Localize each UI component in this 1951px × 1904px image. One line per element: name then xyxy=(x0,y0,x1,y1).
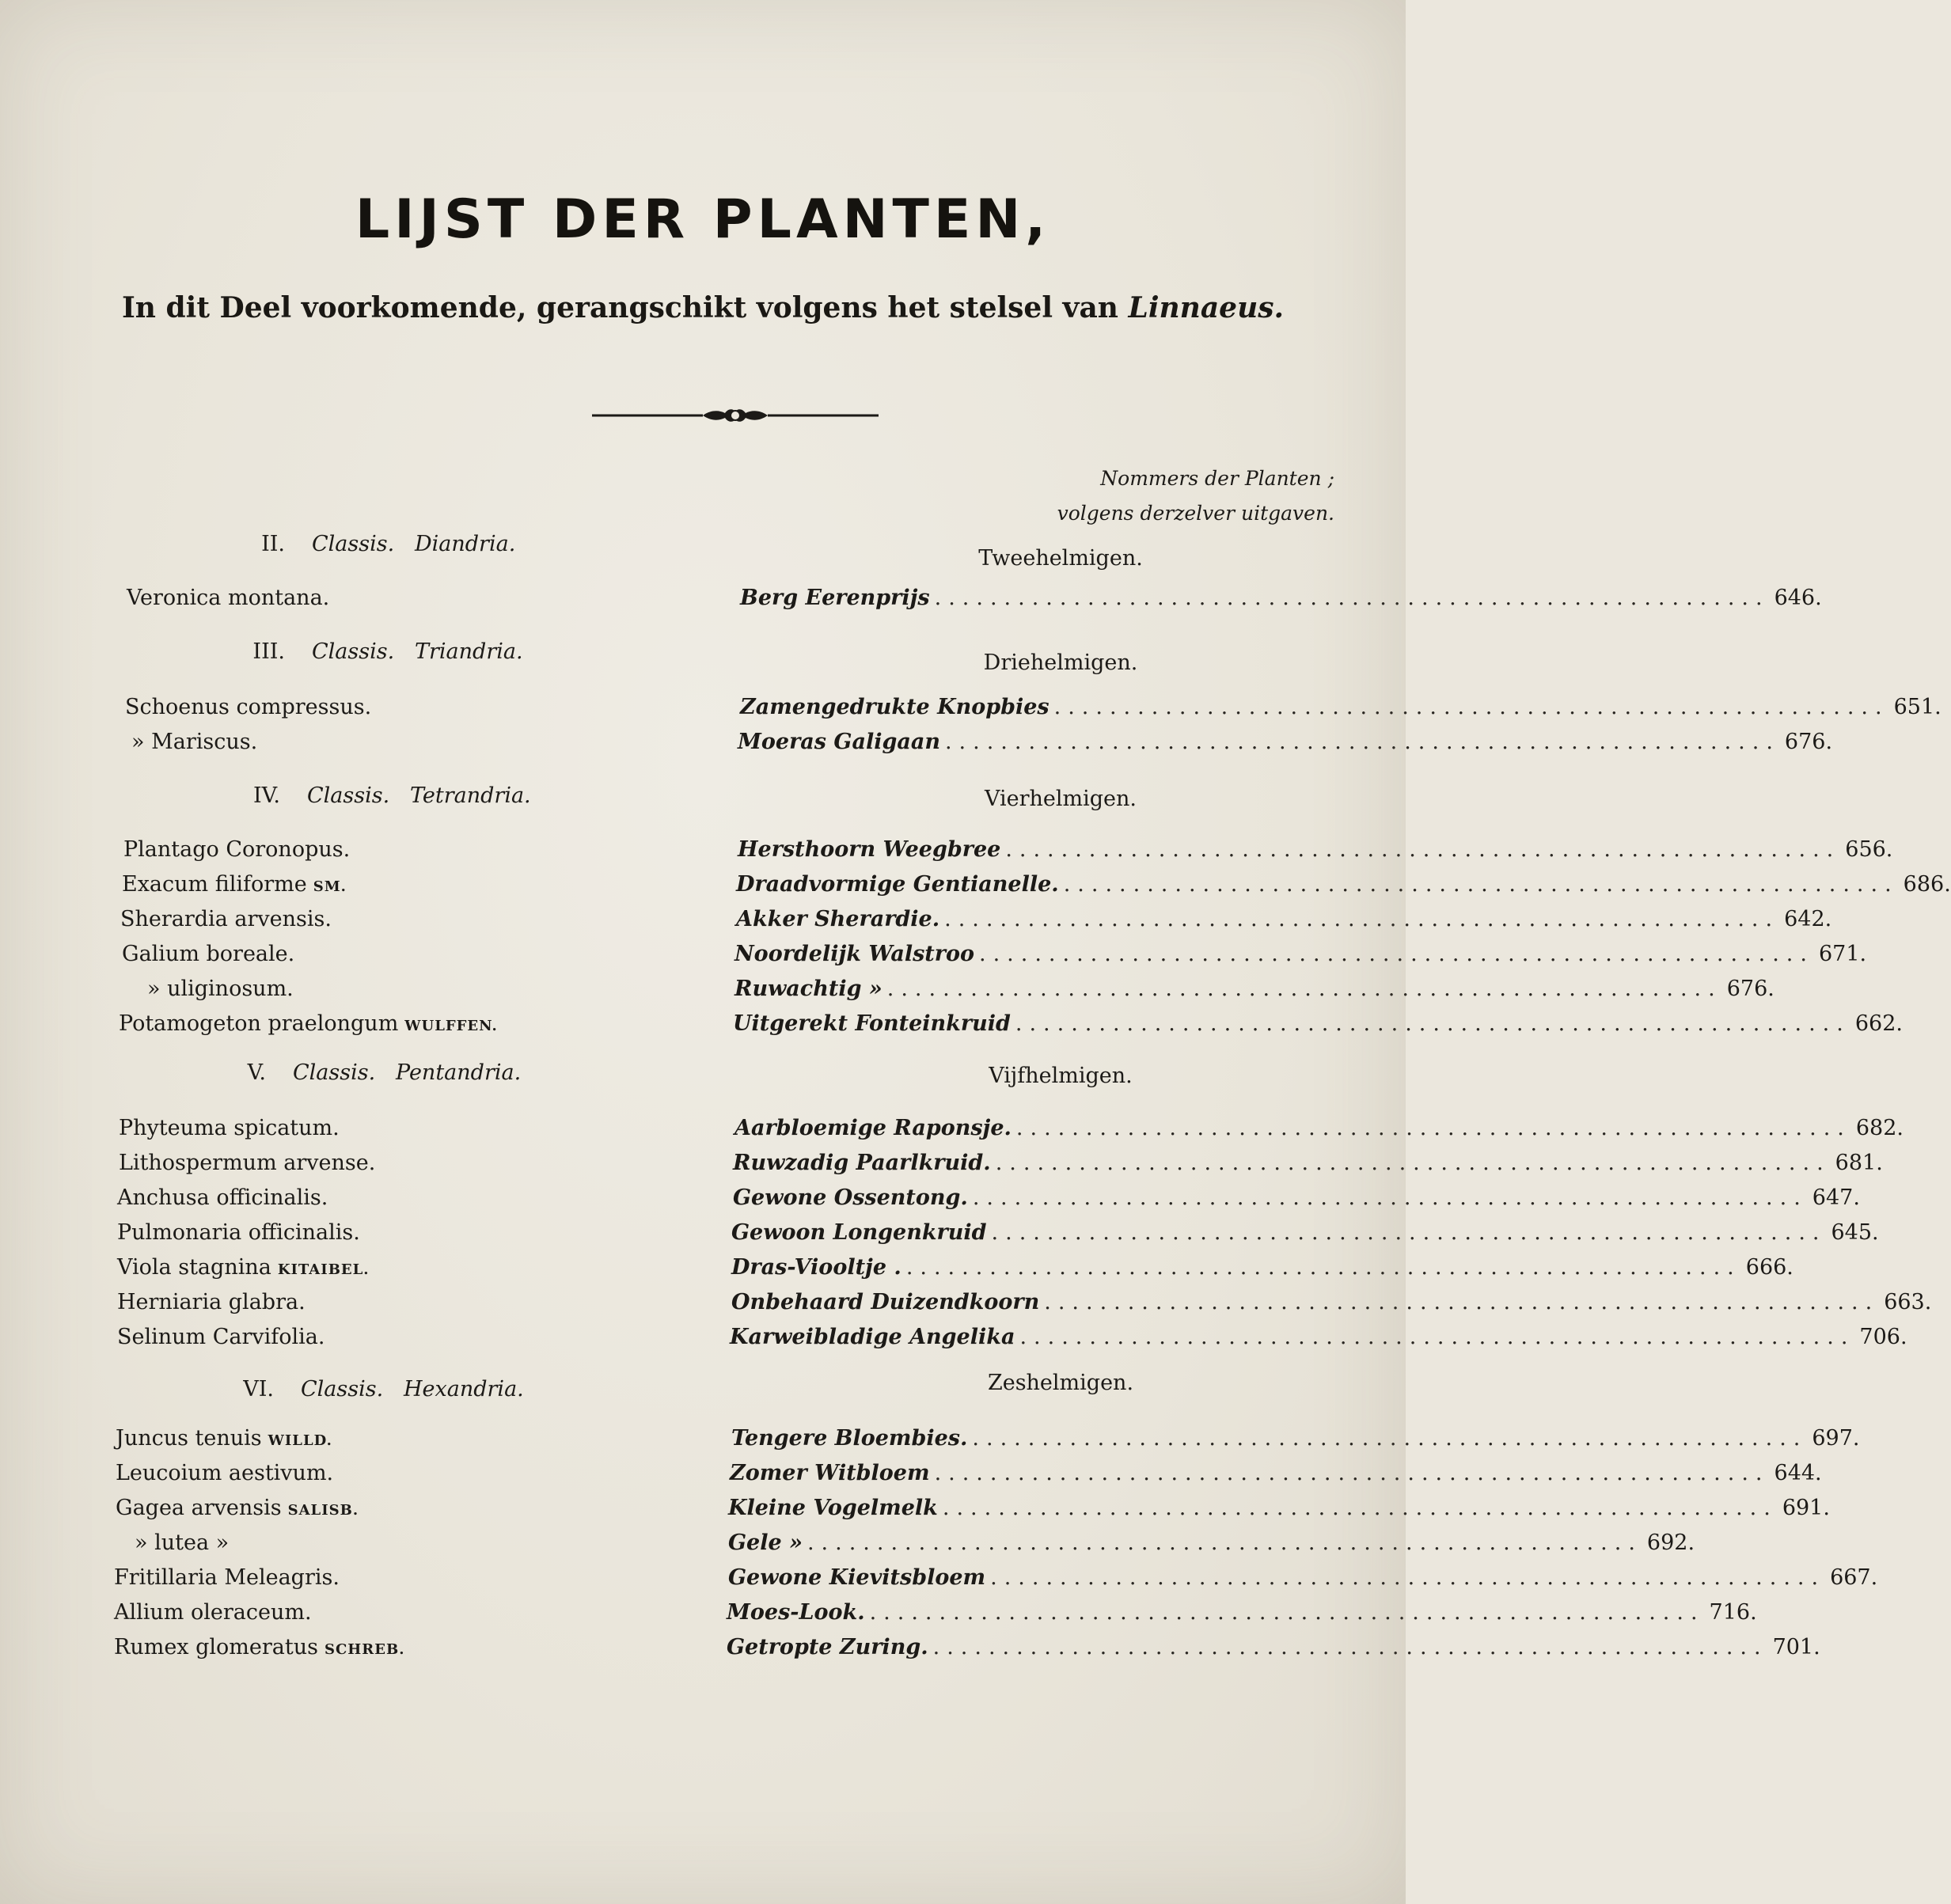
dot-leader: ............................................................ xyxy=(972,1185,1808,1210)
latin-name xyxy=(122,942,294,966)
plant-number: 701. xyxy=(1772,1635,1820,1659)
dutch-name: Hersthoorn Weegbree xyxy=(738,837,1001,862)
group-name: Vijfhelmigen. xyxy=(989,1064,1133,1088)
latin-name xyxy=(131,730,257,754)
latin-text: Pulmonaria officinalis. xyxy=(117,1220,360,1245)
latin-text: » lutea » xyxy=(135,1530,230,1555)
dot-leader: ............................................................ xyxy=(942,1496,1778,1520)
latin-text: Allium oleraceum. xyxy=(114,1600,312,1625)
group-name: Tweehelmigen. xyxy=(978,546,1143,571)
dutch-entry xyxy=(731,1426,1860,1451)
dutch-entry xyxy=(731,1290,1932,1314)
plant-number: 666. xyxy=(1745,1255,1793,1280)
plant-number: 647. xyxy=(1812,1185,1860,1210)
dutch-name: Getropte Zuring. xyxy=(727,1635,928,1659)
page-title: LIJST DER PLANTEN, xyxy=(355,188,1051,251)
dot-leader: ............................................................ xyxy=(869,1600,1705,1625)
dutch-name: Ruwzadig Paarlkruid. xyxy=(733,1151,991,1175)
plant-number: 716. xyxy=(1709,1600,1757,1625)
latin-text: Potamogeton praelongum xyxy=(119,1011,399,1036)
latin-name xyxy=(117,1220,360,1245)
plant-number: 676. xyxy=(1726,977,1774,1001)
dutch-name: Tengere Bloembies. xyxy=(731,1426,968,1451)
class-heading: V. Classis. Pentandria. xyxy=(247,1060,522,1085)
latin-name xyxy=(114,1565,340,1590)
plant-number: 691. xyxy=(1782,1496,1830,1520)
latin-name xyxy=(117,1325,325,1349)
latin-name xyxy=(125,695,371,719)
dutch-entry xyxy=(731,1220,1879,1245)
dutch-entry xyxy=(728,1530,1695,1555)
dutch-name: Aarbloemige Raponsje. xyxy=(734,1116,1012,1140)
latin-name xyxy=(116,1496,359,1520)
latin-text: Viola stagnina xyxy=(117,1255,271,1280)
dutch-entry xyxy=(731,1255,1793,1280)
column-header-line1: Nommers der Planten ; xyxy=(1100,467,1334,490)
dutch-entry xyxy=(736,872,1951,897)
dutch-name: Onbehaard Duizendkoorn xyxy=(731,1290,1040,1314)
latin-text: Sherardia arvensis. xyxy=(120,907,332,931)
latin-text: Leucoium aestivum. xyxy=(116,1461,334,1485)
dutch-name: Moes-Look. xyxy=(727,1600,865,1625)
dot-leader: ............................................................ xyxy=(972,1426,1808,1451)
latin-text: Galium boreale. xyxy=(122,942,295,966)
dot-leader: ............................................................ xyxy=(1015,1011,1850,1036)
dutch-entry xyxy=(727,1600,1757,1625)
latin-text: Phyteuma spicatum. xyxy=(119,1116,340,1140)
dot-leader: ............................................................ xyxy=(932,1635,1768,1659)
latin-name xyxy=(122,872,347,897)
class-heading: III. Classis. Triandria. xyxy=(252,639,523,664)
group-name: Driehelmigen. xyxy=(983,650,1138,675)
latin-name xyxy=(119,1011,498,1036)
dot-leader: ............................................................ xyxy=(991,1220,1827,1245)
latin-name xyxy=(117,1290,306,1314)
plant-number: 644. xyxy=(1774,1461,1822,1485)
plant-number: 642. xyxy=(1784,907,1832,931)
latin-name xyxy=(135,1530,229,1555)
dot-leader: ............................................................ xyxy=(990,1565,1826,1590)
latin-name xyxy=(120,907,332,931)
dot-leader: ............................................................ xyxy=(1063,872,1899,897)
author-abbrev: WILLD. xyxy=(268,1432,332,1449)
dutch-entry xyxy=(736,907,1832,931)
dot-leader: ............................................................ xyxy=(1044,1290,1880,1314)
plant-number: 697. xyxy=(1812,1426,1860,1451)
author-abbrev: SALISB. xyxy=(287,1502,359,1519)
latin-text: Juncus tenuis xyxy=(116,1426,262,1451)
dutch-entry xyxy=(730,1461,1822,1485)
dutch-entry xyxy=(728,1496,1830,1520)
latin-text: » uliginosum. xyxy=(147,977,294,1001)
plant-number: 656. xyxy=(1845,837,1893,862)
dot-leader: ............................................................ xyxy=(807,1530,1642,1555)
plant-number: 646. xyxy=(1774,586,1822,610)
dutch-name: Gewone Ossentong. xyxy=(733,1185,968,1210)
latin-text: Plantago Coronopus. xyxy=(123,837,351,862)
latin-name xyxy=(127,586,329,610)
author-abbrev: KITAIBEL. xyxy=(277,1261,370,1278)
latin-text: Schoenus compressus. xyxy=(125,695,372,719)
author-abbrev: SCHREB. xyxy=(324,1641,405,1658)
latin-text: » Mariscus. xyxy=(131,730,258,754)
scroll-ornament-icon xyxy=(592,402,879,429)
dot-leader: ............................................................ xyxy=(944,907,1780,931)
plant-number: 682. xyxy=(1855,1116,1904,1140)
latin-name xyxy=(116,1426,332,1451)
dutch-entry xyxy=(734,1116,1904,1140)
dutch-name: Berg Eerenprijs xyxy=(740,586,930,610)
dot-leader: ............................................................ xyxy=(1019,1325,1855,1349)
author-abbrev: WULFFEN. xyxy=(404,1018,498,1034)
dutch-name: Zomer Witbloem xyxy=(730,1461,930,1485)
subtitle-author: Linnaeus. xyxy=(1128,291,1285,324)
dot-leader: ............................................................ xyxy=(944,730,1780,754)
class-heading: VI. Classis. Hexandria. xyxy=(243,1377,524,1401)
dutch-entry xyxy=(734,942,1867,966)
group-name: Vierhelmigen. xyxy=(984,787,1137,811)
latin-text: Herniaria glabra. xyxy=(117,1290,306,1314)
dot-leader: ............................................................ xyxy=(979,942,1814,966)
dutch-name: Gewone Kievitsbloem xyxy=(728,1565,986,1590)
dutch-entry xyxy=(740,695,1942,719)
dot-leader: ............................................................ xyxy=(905,1255,1741,1280)
dutch-entry xyxy=(733,1011,1903,1036)
dutch-name: Moeras Galigaan xyxy=(738,730,940,754)
latin-name xyxy=(116,1461,333,1485)
latin-name xyxy=(114,1635,404,1659)
plant-number: 645. xyxy=(1831,1220,1879,1245)
dutch-entry xyxy=(738,730,1833,754)
dot-leader: ............................................................ xyxy=(1053,695,1889,719)
plant-number: 663. xyxy=(1884,1290,1932,1314)
latin-name xyxy=(117,1185,328,1210)
latin-text: Rumex glomeratus xyxy=(114,1635,318,1659)
latin-name xyxy=(119,1151,375,1175)
dutch-entry xyxy=(727,1635,1820,1659)
dutch-entry xyxy=(728,1565,1878,1590)
plant-number: 651. xyxy=(1893,695,1942,719)
plant-number: 686. xyxy=(1903,872,1951,897)
dutch-name: Uitgerekt Fonteinkruid xyxy=(733,1011,1011,1036)
page-subtitle xyxy=(0,291,1406,324)
latin-text: Exacum filiforme xyxy=(122,872,307,897)
latin-text: Gagea arvensis xyxy=(116,1496,282,1520)
dutch-name: Dras-Viooltje . xyxy=(731,1255,901,1280)
dutch-name: Akker Sherardie. xyxy=(736,907,940,931)
dot-leader: ............................................................ xyxy=(886,977,1722,1001)
dutch-name: Kleine Vogelmelk xyxy=(728,1496,938,1520)
latin-text: Selinum Carvifolia. xyxy=(117,1325,325,1349)
latin-text: Fritillaria Meleagris. xyxy=(114,1565,340,1590)
dot-leader: ............................................................ xyxy=(934,1461,1770,1485)
dutch-entry xyxy=(733,1151,1883,1175)
dot-leader: ............................................................ xyxy=(934,586,1770,610)
dutch-name: Draadvormige Gentianelle. xyxy=(736,872,1059,897)
latin-text: Veronica montana. xyxy=(127,586,330,610)
dot-leader: ............................................................ xyxy=(995,1151,1831,1175)
dutch-name: Zamengedrukte Knopbies xyxy=(740,695,1050,719)
plant-number: 667. xyxy=(1830,1565,1878,1590)
subtitle-text: In dit Deel voorkomende, gerangschikt volgens het stelsel van xyxy=(121,291,1118,324)
plant-number: 706. xyxy=(1859,1325,1907,1349)
plant-number: 662. xyxy=(1854,1011,1903,1036)
dutch-entry xyxy=(730,1325,1907,1349)
dutch-entry xyxy=(740,586,1822,610)
plant-number: 681. xyxy=(1835,1151,1883,1175)
class-heading: IV. Classis. Tetrandria. xyxy=(252,783,531,808)
dutch-entry xyxy=(734,977,1774,1001)
dot-leader: ............................................................ xyxy=(1005,837,1841,862)
dutch-entry xyxy=(738,837,1893,862)
dutch-name: Karweibladige Angelika xyxy=(730,1325,1015,1349)
plant-number: 671. xyxy=(1818,942,1867,966)
latin-name xyxy=(147,977,294,1001)
dutch-name: Ruwachtig » xyxy=(734,977,883,1001)
column-header-line2: volgens derzelver uitgaven. xyxy=(1057,502,1334,525)
latin-name xyxy=(117,1255,370,1280)
dot-leader: ............................................................ xyxy=(1015,1116,1851,1140)
author-abbrev: SM. xyxy=(313,878,347,895)
latin-name xyxy=(114,1600,312,1625)
plant-number: 676. xyxy=(1784,730,1833,754)
latin-name xyxy=(119,1116,340,1140)
dutch-entry xyxy=(733,1185,1860,1210)
dutch-name: Noordelijk Walstroo xyxy=(734,942,975,966)
class-heading: II. Classis. Diandria. xyxy=(261,532,516,556)
plant-number: 692. xyxy=(1646,1530,1695,1555)
latin-text: Anchusa officinalis. xyxy=(117,1185,328,1210)
group-name: Zeshelmigen. xyxy=(987,1371,1134,1395)
latin-text: Lithospermum arvense. xyxy=(119,1151,376,1175)
dutch-name: Gewoon Longenkruid xyxy=(731,1220,987,1245)
latin-name xyxy=(123,837,350,862)
dutch-name: Gele » xyxy=(728,1530,803,1555)
